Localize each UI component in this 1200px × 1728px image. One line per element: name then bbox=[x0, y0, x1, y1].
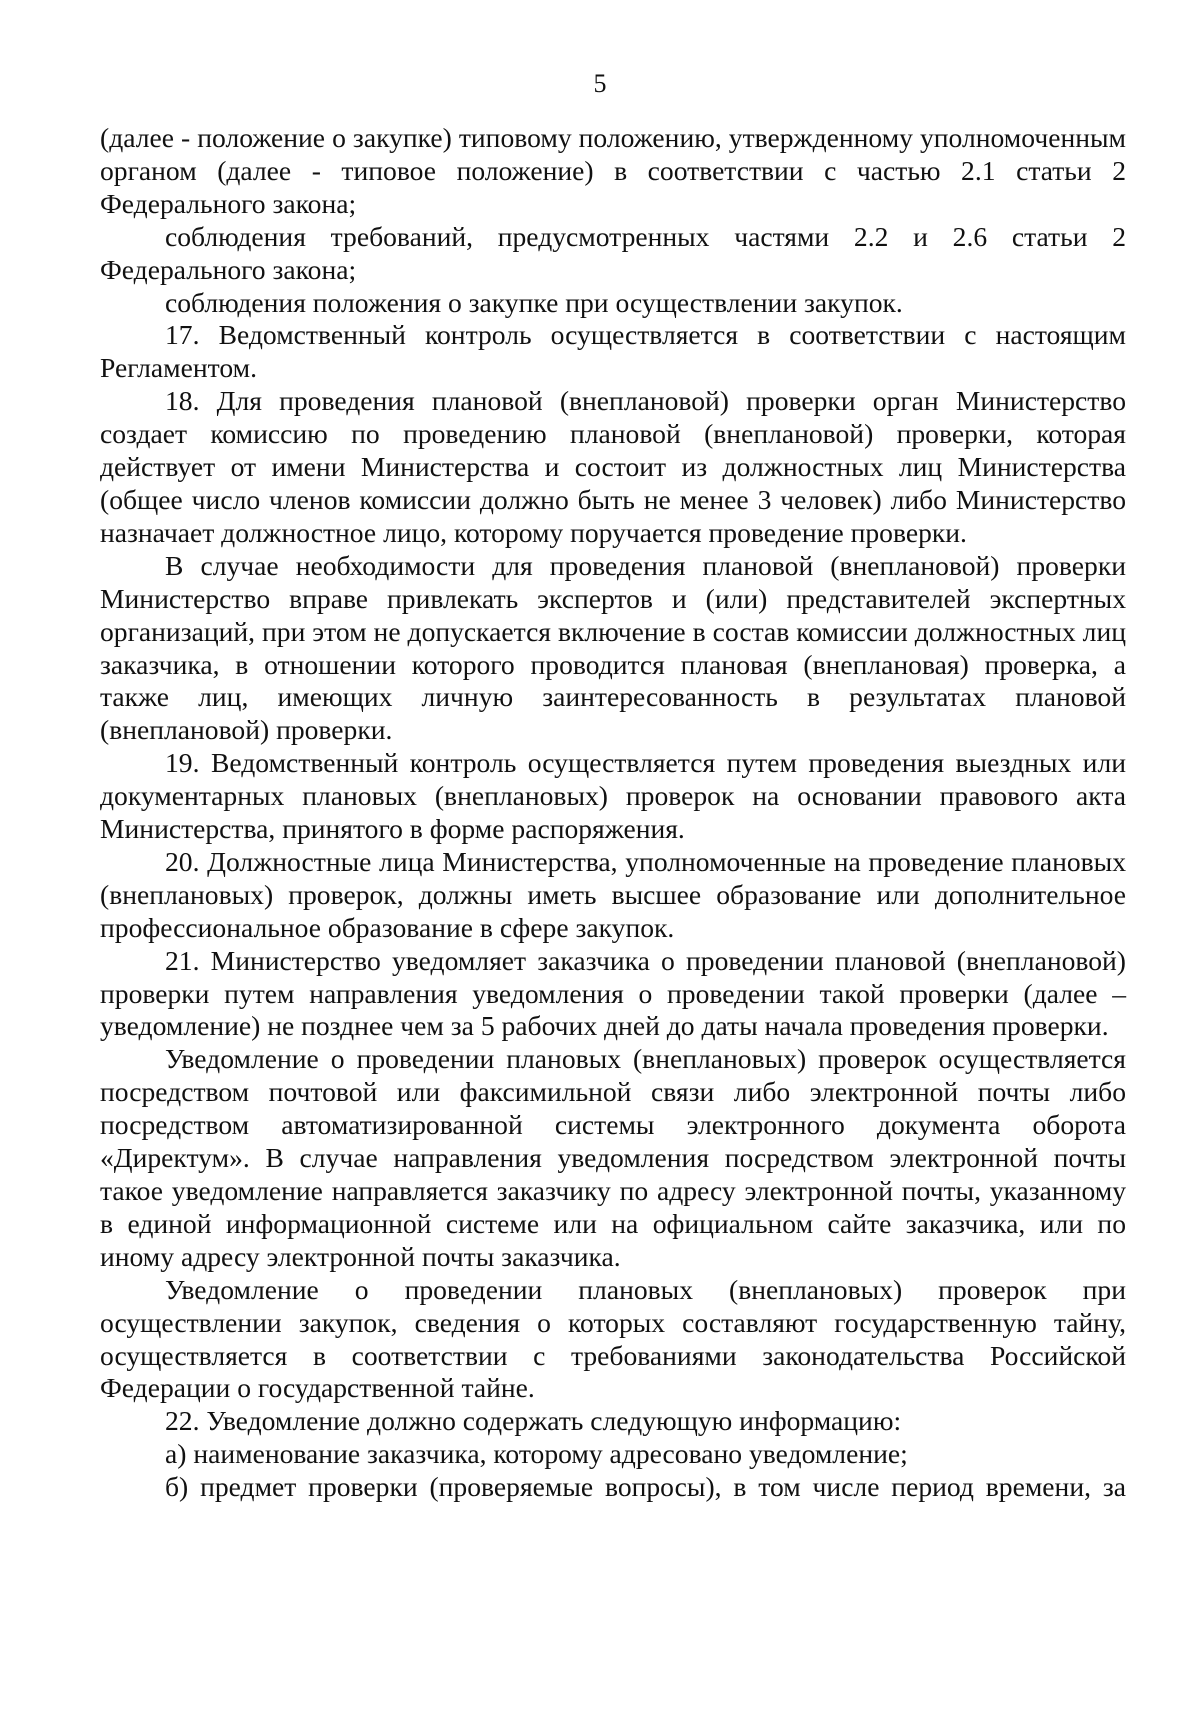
page-number: 5 bbox=[593, 69, 607, 98]
paragraph-19: 19. Ведомственный контроль осуществляется путем проведения выездных или документарных плановых (внеплановых) проверок на основании правового акта Министерства, принятого в форме распоряжения. bbox=[100, 747, 1126, 845]
paragraph-state-secret: Уведомление о проведении плановых (внеплановых) проверок при осуществлении закупок, сведения о которых составляют государственную тайну, осуществляется в соответствии с требованиями законодательства Российской Федерации о государственной тайне. bbox=[100, 1273, 1126, 1404]
list-item-a: а) наименование заказчика, которому адресовано уведомление; bbox=[165, 1438, 908, 1470]
paragraph-22: 22. Уведомление должно содержать следующую информацию: bbox=[165, 1405, 902, 1437]
document-body bbox=[100, 122, 1126, 1504]
paragraph-21: 21. Министерство уведомляет заказчика о проведении плановой (внеплановой) проверки путем направления уведомления о проведении такой проверки (далее – уведомление) не позднее чем за 5 рабочих дней до даты начала проведения проверки. bbox=[100, 944, 1126, 1042]
paragraph-procurement-regulation: соблюдения положения о закупке при осуществлении закупок. bbox=[165, 286, 903, 318]
paragraph-18: 18. Для проведения плановой (внеплановой) проверки орган Министерство создает комиссию по проведению плановой (внеплановой) проверки, которая действует от имени Министерства и состоит из должностных лиц Министерства (общее число членов комиссии должно быть не менее 3 человек) либо Министерство назначает должностное лицо, которому поручается проведение проверки. bbox=[100, 385, 1126, 548]
list-item-b: б) предмет проверки (проверяемые вопросы), в том числе период времени, за bbox=[165, 1471, 1126, 1503]
paragraph-continuation: (далее - положение о закупке) типовому положению, утвержденному уполномоченным органом (далее - типовое положение) в соответствии с частью 2.1 статьи 2 Федерального закона; bbox=[100, 122, 1126, 219]
paragraph-notification-method: Уведомление о проведении плановых (внеплановых) проверок осуществляется посредством почтовой или факсимильной связи либо электронной почты либо посредством автоматизированной системы электронного документа оборота «Директум». В случае направления уведомления посредством электронной почты такое уведомление направляется заказчику по адресу электронной почты, указанному в единой информационной системе или на официальном сайте заказчика, или по иному адресу электронной почты заказчика. bbox=[100, 1043, 1126, 1272]
paragraph-20: 20. Должностные лица Министерства, уполномоченные на проведение плановых (внеплановых) проверок, должны иметь высшее образование или дополнительное профессиональное образование в сфере закупок. bbox=[100, 845, 1126, 943]
paragraph-requirements: соблюдения требований, предусмотренных частями 2.2 и 2.6 статьи 2 Федерального закона; bbox=[100, 220, 1126, 285]
paragraph-17: 17. Ведомственный контроль осуществляется в соответствии с настоящим Регламентом. bbox=[100, 319, 1126, 384]
paragraph-experts: В случае необходимости для проведения плановой (внеплановой) проверки Министерство вправе привлекать экспертов и (или) представителей экспертных организаций, при этом не допускается включение в состав комиссии должностных лиц заказчика, в отношении которого проводится плановая (внеплановая) проверка, а также лиц, имеющих личную заинтересованность в результатах плановой (внеплановой) проверки. bbox=[100, 549, 1126, 746]
